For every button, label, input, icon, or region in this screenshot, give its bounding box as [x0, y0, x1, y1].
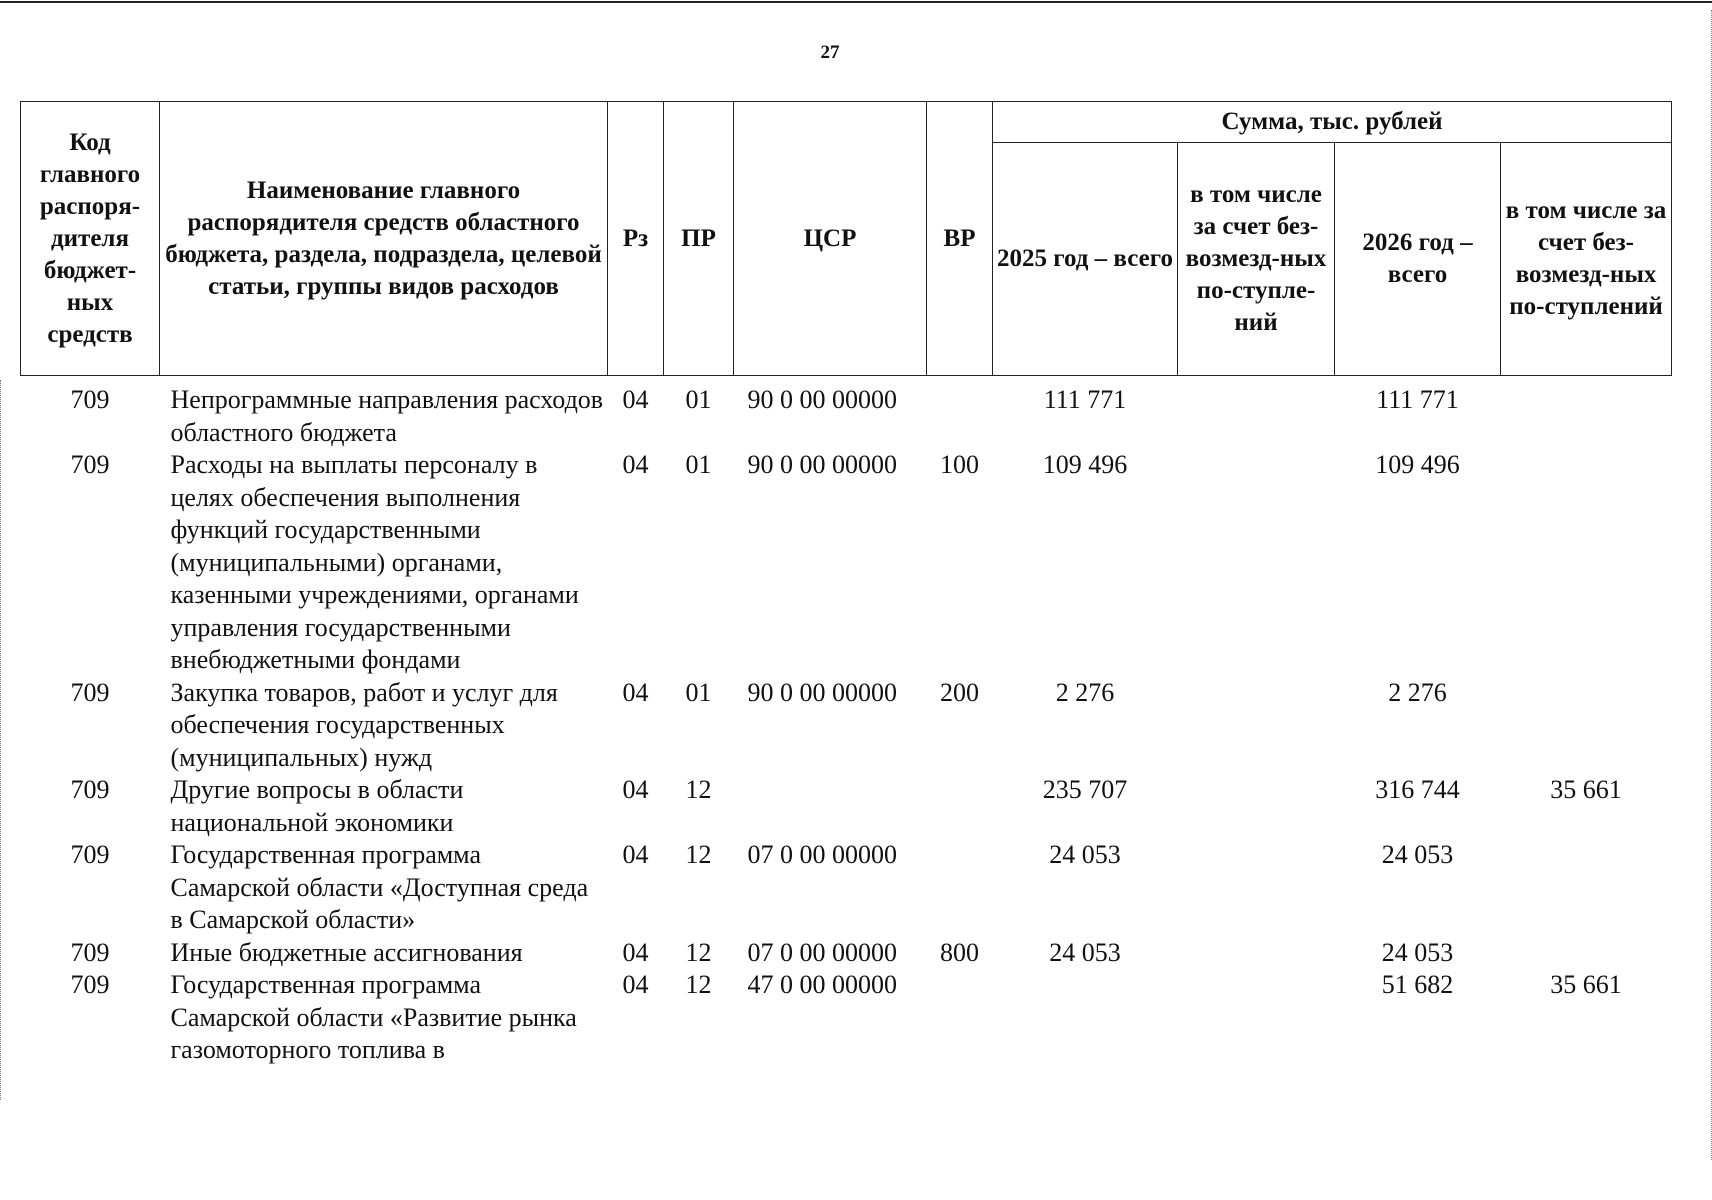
- header-name: Наименование главного распорядителя средств областного бюджета, раздела, подраздела, целевой статьи, группы видов расходов: [160, 102, 608, 376]
- table-row: [21, 376, 1672, 450]
- cell-csr: 90 0 00 00000: [747, 677, 897, 707]
- cell-rz: 04: [622, 840, 649, 869]
- cell-2026-total: 51 682: [1381, 970, 1454, 999]
- cell-csr: 90 0 00 00000: [747, 450, 897, 479]
- cell-2026-total: 24 053: [1381, 937, 1454, 967]
- cell-name: Расходы на выплаты персоналу в целях обеспечения выполнения функций государственными (муниципальными) органами, казенными учреждениями, органами управления государственными внебюджетными фондами: [170, 450, 579, 674]
- cell-vr: 200: [940, 677, 979, 707]
- cell-2025-total: [993, 969, 1178, 1067]
- cell-2025-total: 24 053: [1049, 937, 1121, 967]
- cell-pr: 01: [685, 385, 712, 414]
- table-row: [21, 969, 1672, 1067]
- cell-2026-total: 316 744: [1375, 775, 1460, 804]
- cell-code: 709: [70, 840, 110, 869]
- cell-code: 709: [70, 677, 110, 707]
- cell-rz: 04: [622, 450, 649, 479]
- cell-name: Закупка товаров, работ и услуг для обеспечения государственных (муниципальных) нужд: [170, 677, 558, 772]
- cell-2025-grants: [1178, 937, 1335, 970]
- cell-vr: 100: [940, 450, 979, 479]
- cell-2025-grants: [1178, 449, 1335, 677]
- header-2026-total: 2026 год – всего: [1335, 143, 1501, 376]
- scan-edge-left: [0, 380, 5, 1100]
- header-2026-grants: в том числе за счет без-возмезд-ных по-ступлений: [1501, 143, 1672, 376]
- header-rz: Рз: [608, 102, 664, 376]
- cell-2026-total: 2 276: [1388, 677, 1447, 707]
- cell-rz: 04: [622, 970, 649, 999]
- page-number: 27: [820, 42, 840, 63]
- cell-2026-total: 111 771: [1376, 385, 1459, 414]
- cell-rz: 04: [622, 385, 649, 414]
- cell-csr: 07 0 00 00000: [747, 937, 897, 967]
- cell-2025-total: 2 276: [1055, 677, 1115, 707]
- cell-vr: [927, 839, 993, 937]
- cell-2025-total: 235 707: [1042, 775, 1128, 804]
- cell-2026-grants: 35 661: [1550, 970, 1622, 999]
- cell-2025-total: 111 771: [1043, 385, 1127, 414]
- cell-2026-grants: 35 661: [1550, 775, 1622, 804]
- cell-2026-grants: [1501, 677, 1672, 775]
- cell-csr: 07 0 00 00000: [747, 840, 897, 869]
- cell-2026-grants: [1501, 839, 1672, 937]
- cell-pr: 01: [685, 450, 712, 479]
- cell-2026-total: 24 053: [1381, 840, 1454, 869]
- cell-2026-grants: [1501, 376, 1672, 450]
- cell-pr: 12: [685, 840, 712, 869]
- cell-rz: 04: [622, 775, 649, 804]
- table-row: [21, 839, 1672, 937]
- cell-2026-grants: [1501, 449, 1672, 677]
- cell-2025-grants: [1178, 677, 1335, 775]
- cell-vr: [927, 376, 993, 450]
- cell-2025-grants: [1178, 376, 1335, 450]
- cell-code: 709: [70, 775, 110, 804]
- cell-code: 709: [70, 970, 110, 999]
- cell-2025-total: 109 496: [1042, 450, 1128, 479]
- cell-pr: 12: [685, 937, 712, 967]
- cell-name: Непрограммные направления расходов областного бюджета: [170, 385, 604, 447]
- cell-vr: [927, 774, 993, 839]
- header-vr: ВР: [927, 102, 993, 376]
- header-2025-total: 2025 год – всего: [993, 143, 1178, 376]
- top-border-line: [0, 1, 1712, 3]
- cell-code: 709: [70, 450, 110, 479]
- header-code: Код главного распоря-дителя бюджет-ных средств: [21, 102, 160, 376]
- cell-csr: 90 0 00 00000: [747, 385, 897, 414]
- header-2025-grants: в том числе за счет без-возмезд-ных по-ступле-ний: [1178, 143, 1335, 376]
- table-body: [21, 376, 1672, 1067]
- cell-2025-grants: [1178, 969, 1335, 1067]
- cell-csr: 47 0 00 00000: [747, 970, 897, 999]
- header-csr: ЦСР: [734, 102, 927, 376]
- cell-rz: 04: [622, 937, 649, 967]
- cell-2026-grants: [1501, 937, 1672, 970]
- cell-rz: 04: [622, 677, 649, 707]
- cell-name: Государственная программа Самарской области «Доступная среда в Самарской области»: [170, 840, 589, 934]
- cell-name: Государственная программа Самарской области «Развитие рынка газомоторного топлива в: [170, 970, 577, 1064]
- header-sum-group: Сумма, тыс. рублей: [993, 102, 1672, 143]
- cell-vr: [927, 969, 993, 1067]
- cell-pr: 12: [685, 970, 712, 999]
- cell-vr: 800: [940, 937, 979, 967]
- cell-2026-total: 109 496: [1375, 450, 1460, 479]
- cell-name: Иные бюджетные ассигнования: [170, 937, 523, 967]
- table-header: [21, 102, 1672, 376]
- cell-pr: 01: [685, 677, 712, 707]
- table-row: [21, 449, 1672, 677]
- budget-table: [20, 101, 1672, 1067]
- cell-code: 709: [70, 385, 110, 414]
- table-row: [21, 937, 1672, 970]
- cell-2025-grants: [1178, 774, 1335, 839]
- cell-2025-total: 24 053: [1049, 840, 1121, 869]
- cell-code: 709: [70, 937, 110, 967]
- table-row: [21, 774, 1672, 839]
- header-pr: ПР: [664, 102, 734, 376]
- cell-2025-grants: [1178, 839, 1335, 937]
- cell-csr: [734, 774, 927, 839]
- cell-pr: 12: [685, 775, 712, 804]
- table-row: [21, 677, 1672, 775]
- cell-name: Другие вопросы в области национальной экономики: [170, 775, 464, 837]
